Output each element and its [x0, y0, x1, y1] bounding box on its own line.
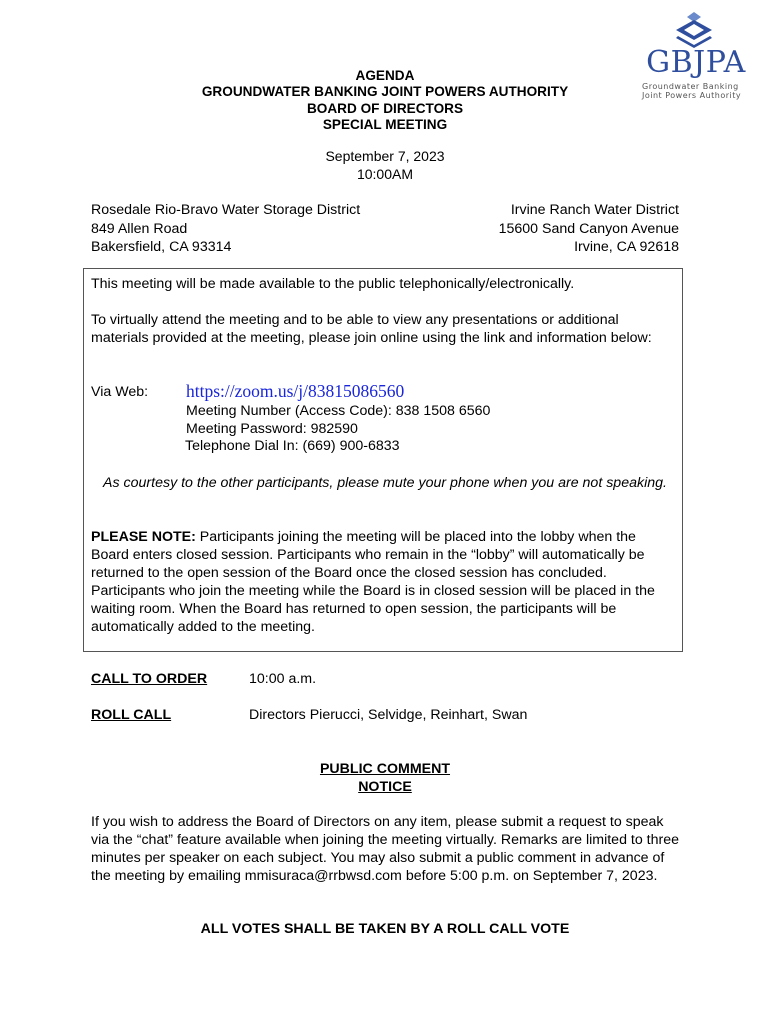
meeting-credentials [186, 403, 606, 456]
logo-tagline-line1: Groundwater Banking [642, 82, 739, 91]
please-note-paragraph [91, 528, 676, 636]
public-comment-notice-title: NOTICE [358, 779, 412, 795]
zoom-meeting-link[interactable]: https://zoom.us/j/83815086560 [186, 381, 405, 401]
roll-call-directors: Directors Pierucci, Selvidge, Reinhart, Swan [249, 707, 528, 723]
attend-instructions-text: To virtually attend the meeting and to be able to view any presentations or additional materials provided at the meeting, please join online using the link and information below: [91, 312, 652, 346]
header-line-authority: GROUNDWATER BANKING JOINT POWERS AUTHORITY [201, 84, 569, 100]
meeting-datetime [220, 148, 550, 183]
header-line-agenda: AGENDA [355, 68, 415, 83]
location-left-line3: Bakersfield, CA 93314 [91, 239, 232, 255]
logo-tagline [642, 82, 754, 100]
logo-tagline-line2: Joint Powers Authority [642, 91, 742, 100]
public-comment-heading [235, 760, 535, 796]
roll-call-vote-notice: ALL VOTES SHALL BE TAKEN BY A ROLL CALL VOTE [200, 921, 570, 937]
location-right-line3: Irvine, CA 92618 [574, 239, 679, 255]
meeting-date: September 7, 2023 [325, 148, 445, 164]
call-to-order-label: CALL TO ORDER [91, 671, 208, 687]
location-right-line1: Irvine Ranch Water District [510, 202, 679, 218]
agenda-header [120, 68, 650, 134]
roll-call-label: ROLL CALL [91, 707, 172, 723]
header-line-meeting-type: SPECIAL MEETING [322, 117, 448, 133]
gbjpa-logo [636, 12, 756, 108]
location-irvine [400, 201, 679, 257]
mute-courtesy-note: As courtesy to the other participants, please mute your phone when you are not speaking. [103, 475, 667, 491]
please-note-text: Participants joining the meeting will be placed into the lobby when the Board enters closed session. Participants who remain in the “lobby” will automatically be returned to the open session of the Board once the closed session has concluded. Participants who join the meeting while the Board is in closed session will be placed in the waiting room. When the Board has returned to open session, the participants will be automatically added to the meeting. [91, 529, 655, 635]
public-comment-text: If you wish to address the Board of Directors on any item, please submit a request to speak via the “chat” feature available when joining the meeting virtually. Remarks are limited to three minutes per speaker on each subject. You may also submit a public comment in advance of the meeting by emailing mmisuraca@rrbwsd.com before 5:00 p.m. on September 7, 2023. [91, 814, 680, 884]
logo-acronym: GBJPA [646, 45, 746, 80]
header-line-board: BOARD OF DIRECTORS [306, 100, 464, 116]
location-left-line1: Rosedale Rio-Bravo Water Storage District [91, 202, 361, 218]
location-rosedale [91, 201, 411, 257]
telephone-dial-in: Telephone Dial In: (669) 900-6833 [185, 438, 400, 454]
meeting-time: 10:00AM [356, 165, 414, 182]
meeting-number: Meeting Number (Access Code): 838 1508 6560 [186, 403, 491, 419]
via-web-label: Via Web: [91, 384, 149, 400]
call-to-order-time: 10:00 a.m. [249, 671, 317, 687]
location-left-line2: 849 Allen Road [91, 220, 188, 237]
availability-text: This meeting will be made available to the public telephonically/electronically. [91, 276, 575, 292]
meeting-password: Meeting Password: 982590 [186, 420, 358, 437]
please-note-label: PLEASE NOTE: [91, 529, 196, 545]
logo-mark-icon [666, 12, 722, 48]
location-right-line2: 15600 Sand Canyon Avenue [498, 220, 679, 237]
public-comment-title: PUBLIC COMMENT [319, 761, 451, 777]
